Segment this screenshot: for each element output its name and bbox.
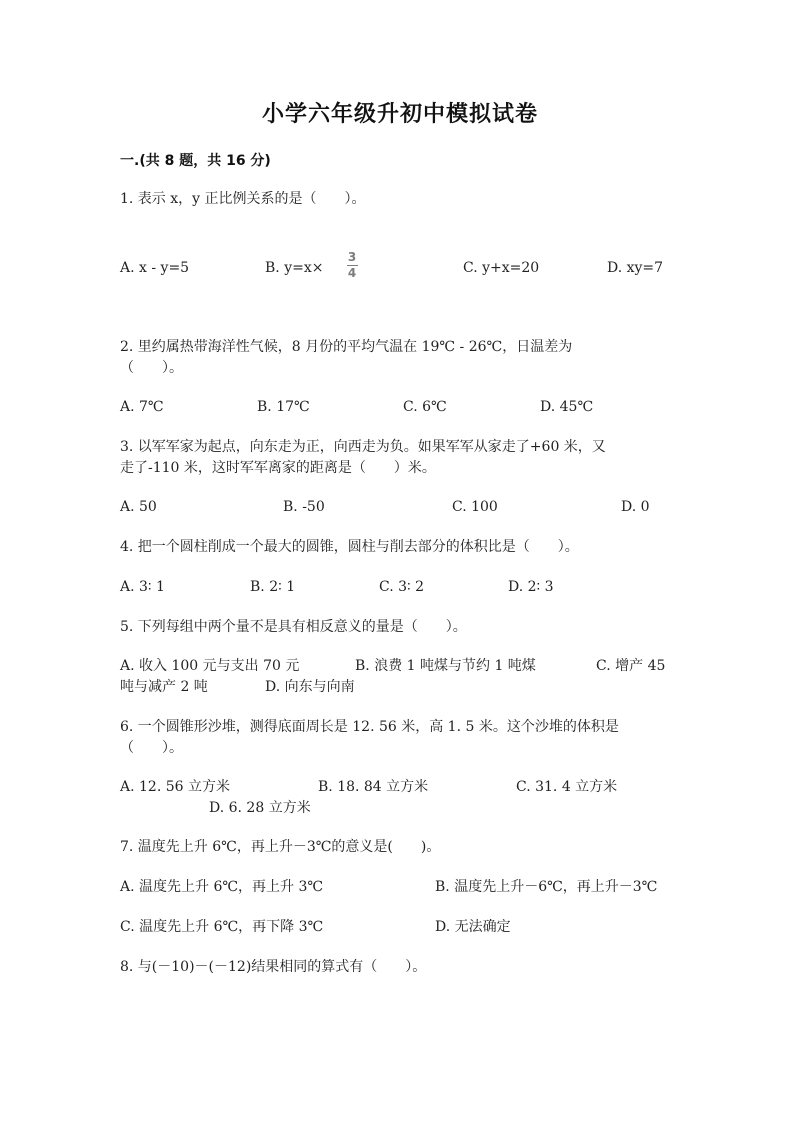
question-3-stem-line-2: 走了-110 米，这时军军离家的距离是（ ）米。 — [120, 460, 436, 476]
question-7-stem: 7. 温度先上升 6℃，再上升－3℃的意义是( )。 — [120, 839, 441, 855]
question-2-option-d: D. 45℃ — [540, 399, 594, 415]
question-4-stem: 4. 把一个圆柱削成一个最大的圆锥，圆柱与削去部分的体积比是（ ）。 — [120, 539, 579, 555]
question-3-option-d: D. 0 — [621, 499, 650, 515]
question-3-stem-line-1: 3. 以军军家为起点，向东走为正，向西走为负。如果军军从家走了+60 米，又 — [120, 439, 606, 455]
question-5-option-d: D. 向东与向南 — [265, 679, 355, 695]
question-2-stem-line-2: （ ）。 — [120, 360, 183, 376]
question-4-option-c: C. 3∶ 2 — [379, 579, 425, 595]
question-1-option-b-fraction — [344, 251, 360, 280]
question-7-option-c: C. 温度先上升 6℃，再下降 3℃ — [120, 919, 324, 935]
question-6-option-d: D. 6. 28 立方米 — [209, 800, 311, 816]
section-heading: 一.(共 8 题，共 16 分) — [120, 153, 271, 169]
question-7-option-a: A. 温度先上升 6℃，再上升 3℃ — [120, 879, 324, 895]
question-6-stem-line-1: 6. 一个圆锥形沙堆，测得底面周长是 12. 56 米，高 1. 5 米。这个沙堆的体积是 — [120, 719, 619, 735]
question-2-stem-line-1: 2. 里约属热带海洋性气候，8 月份的平均气温在 19℃ - 26℃，日温差为 — [120, 339, 573, 355]
question-5-option-a: A. 收入 100 元与支出 70 元 — [120, 658, 300, 674]
question-6-stem-line-2: （ ）。 — [120, 740, 183, 756]
question-2-option-a: A. 7℃ — [120, 399, 164, 415]
question-7-option-d: D. 无法确定 — [435, 919, 511, 935]
question-1-stem: 1. 表示 x，y 正比例关系的是（ ）。 — [120, 191, 366, 207]
question-5-option-c-line-1: C. 增产 45 — [596, 658, 666, 674]
question-2-option-c: C. 6℃ — [403, 399, 447, 415]
question-7-option-b: B. 温度先上升－6℃，再上升－3℃ — [435, 879, 658, 895]
question-6-option-c: C. 31. 4 立方米 — [516, 779, 618, 795]
question-5-option-c-line-2: 吨与减产 2 吨 — [120, 679, 208, 695]
question-4-option-b: B. 2∶ 1 — [250, 579, 296, 595]
question-6-option-a: A. 12. 56 立方米 — [120, 779, 230, 795]
question-1-option-d: D. xy=7 — [607, 260, 664, 276]
question-4-option-d: D. 2∶ 3 — [508, 579, 554, 595]
question-6-option-b: B. 18. 84 立方米 — [318, 779, 429, 795]
question-3-option-b: B. -50 — [283, 499, 325, 515]
fraction-denominator: 4 — [347, 266, 357, 280]
exam-title: 小学六年级升初中模拟试卷 — [261, 102, 538, 127]
question-5-stem: 5. 下列每组中两个量不是具有相反意义的量是（ ）。 — [120, 619, 467, 635]
question-1-option-a: A. x - y=5 — [120, 260, 190, 276]
question-5-option-b: B. 浪费 1 吨煤与节约 1 吨煤 — [355, 658, 536, 674]
question-2-option-b: B. 17℃ — [257, 399, 310, 415]
question-1-option-b: B. y=x× — [265, 260, 324, 276]
question-4-option-a: A. 3∶ 1 — [120, 579, 165, 595]
question-1-option-c: C. y+x=20 — [463, 260, 540, 276]
question-3-option-a: A. 50 — [120, 499, 157, 515]
fraction-numerator: 3 — [347, 250, 357, 264]
question-8-stem: 8. 与(－10)－(－12)结果相同的算式有（ ）。 — [120, 959, 427, 975]
question-3-option-c: C. 100 — [452, 499, 498, 515]
